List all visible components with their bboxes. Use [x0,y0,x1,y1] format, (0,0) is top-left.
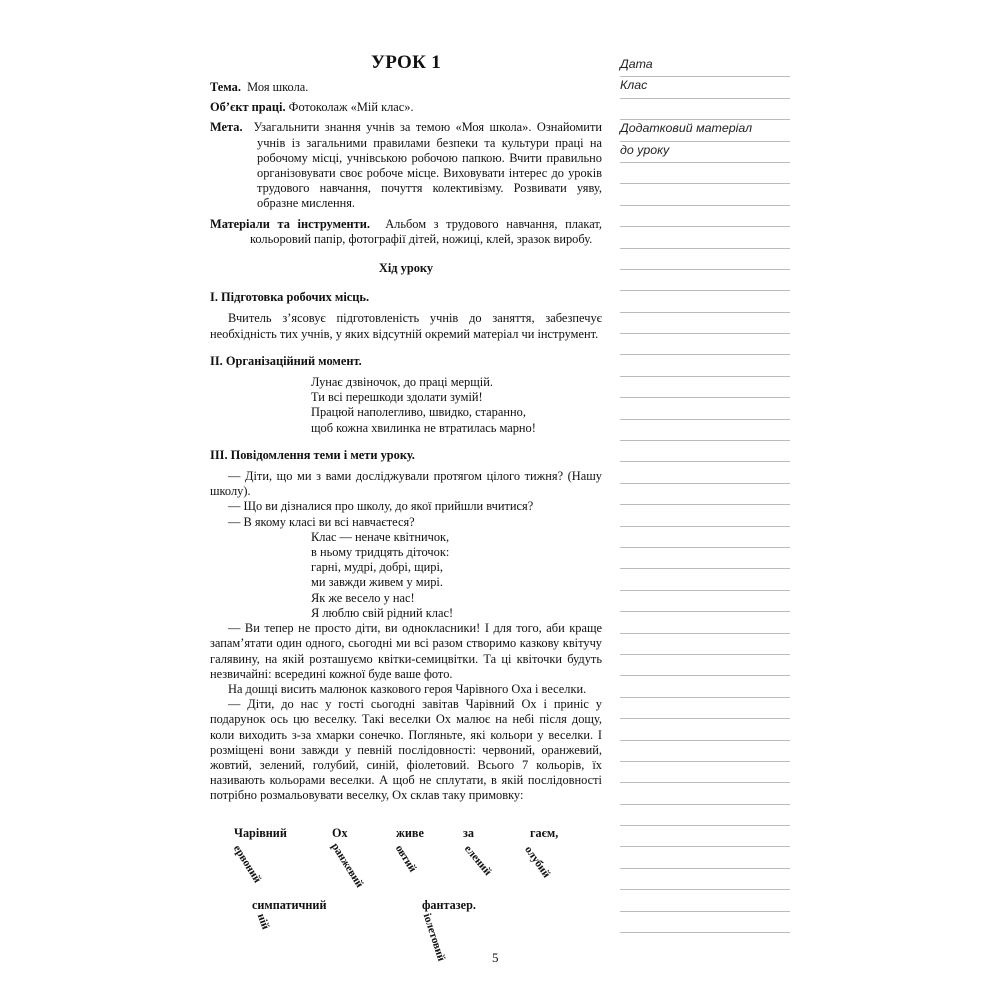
question-3: — В якому класі ви всі навчаєтеся? [228,514,415,529]
poem-line: щоб кожна хвилинка не втратилась марно! [311,420,536,435]
object-text: Фотоколаж «Мій клас». [288,100,414,115]
notes-line [620,527,790,548]
notes-line [620,462,790,483]
section1-text: Вчитель з’ясовує підготовленість учнів до заняття, забезпечує необхідність тих учнів, у яких відсутній окремий матеріал чи інструмент. [210,311,602,341]
object-label: Об’єкт праці. [210,100,286,115]
mnemonic-color: олубий [522,844,553,881]
sidebar-label: Дата [620,56,790,77]
notes-line [620,163,790,184]
notes-line [620,762,790,783]
paragraph-1: — Ви тепер не просто діти, ви однокласники! І для того, аби краще запам’ятати один одного, сьогодні ми всі разом створимо казкову квітучу галявину, на якій розташуємо квітки-семицвітки. Та ці квіточки будуть незвичайні: всередині кожної буде ваше фото. [210,621,602,681]
poem-line: ми завжди живем у мирі. [311,575,443,590]
notes-line [620,741,790,762]
notes-line [620,612,790,633]
notes-line [620,270,790,291]
object [210,100,602,115]
mnemonic-word: фантазер. [422,898,476,912]
mnemonic-word: живе [396,826,424,840]
paragraph-3: — Діти, до нас у гості сьогодні завітав Чарівний Ох і приніс у подарунок ось цю веселку. Такі веселки Ох малює на небі після дощу, коли виходить з-за хмарки сонечко. Погляньте, які кольори у веселки. І розміщені вони завжди у певній послідовності: червоний, оранжевий, жовтий, зелений, голубий, синій, фіолетовий. Всього 7 кольорів, їх називають кольорами веселки. А щоб не сплутати, в якій послідовності потрібно розмальовувати веселку, Ох склав таку примовку: [210,697,602,803]
mnemonic-color: ній [254,912,272,932]
notes-line [620,783,790,804]
notes-line [620,591,790,612]
mnemonic-color: ервоний [230,843,264,886]
poem-2 [210,530,602,621]
notes-line [620,826,790,847]
notes-line [620,227,790,248]
notes-line [620,698,790,719]
notes-line [620,869,790,890]
notes-line [620,334,790,355]
section2-heading: ІІ. Організаційний момент. [210,353,362,368]
paragraph-2: На дошці висить малюнок казкового героя Чарівного Оха і веселки. [228,681,587,696]
mnemonic-color: овтий [392,843,419,875]
notes-line [620,398,790,419]
poem-line: Як же весело у нас! [311,590,415,605]
poem-line: Працюй наполегливо, швидко, старанно, [311,405,526,420]
notes-line [620,847,790,868]
notes-line [620,912,790,933]
lesson-title: УРОК 1 [370,52,442,73]
mnemonic-word: симпатичний [252,898,327,912]
notes-line [620,548,790,569]
section1-heading: І. Підготовка робочих місць. [210,290,370,305]
lesson-content [210,52,602,804]
notes-line [620,206,790,227]
notes-line [620,355,790,376]
notes-line [620,291,790,312]
notes-line [620,484,790,505]
goal [210,120,602,211]
notes-line [620,184,790,205]
notes-line [620,420,790,441]
notes-sidebar [620,56,790,933]
goal-label: Мета. [210,120,243,135]
notes-line [620,441,790,462]
poem-line: гарні, мудрі, добрі, щирі, [311,560,443,575]
notes-line [620,569,790,590]
mnemonic-color: елений [461,843,494,878]
sidebar-label: Додатковий матеріал [620,120,790,141]
question-1: — Діти, що ми з вами досліджували протягом цілого тижня? (Нашу школу). [210,469,602,499]
poem-line: Лунає дзвіночок, до праці мерщій. [311,375,493,390]
sidebar-label: Клас [620,77,790,98]
poem-line: Я люблю свій рідний клас! [311,605,454,620]
topic-text: Моя школа. [247,80,309,94]
poem-line: в ньому тридцять діточок: [311,545,450,560]
rainbow-mnemonic [210,826,602,963]
notes-line [620,249,790,270]
notes-line [620,634,790,655]
mnemonic-word: Чарівний [234,826,287,840]
mnemonic-word: за [463,826,474,840]
page-number: 5 [492,950,499,965]
notes-line [620,805,790,826]
section3-heading: ІІІ. Повідомлення теми і мети уроку. [210,447,415,462]
notes-line [620,676,790,697]
poem-line: Клас — неначе квітничок, [311,529,450,544]
notes-line [620,655,790,676]
notes-line [620,313,790,334]
notes-line [620,505,790,526]
mnemonic-color: ранжевий [328,841,366,890]
materials [210,217,602,247]
mnemonic-word: гаєм, [530,826,559,840]
notes-line [620,890,790,911]
materials-label: Матеріали та інструменти. [210,216,370,231]
mnemonic-color: іолетовий [420,912,448,963]
topic-label: Тема. [210,80,241,94]
poem-1 [210,375,602,436]
sidebar-label: до уроку [620,142,790,163]
topic [210,80,602,95]
notes-line [620,377,790,398]
course-title: Хід уроку [378,261,434,276]
materials-text: Альбом з трудового навчання, плакат, кольоровий папір, фотографії дітей, ножиці, клей, зразок виробу. [250,216,602,246]
poem-line: Ти всі перешкоди здолати зумій! [311,390,483,405]
notes-line [620,719,790,740]
notes-line [620,99,790,120]
goal-text: Узагальнити знання учнів за темою «Моя школа». Ознайомити учнів із загальними правилами безпеки та культури праці на робочому місці, учнівською робочою папкою. Вчити правильно організовувати своє робоче місце. Виховувати інтерес до уроків трудового навчання, почуття колективізму. Розвивати уяву, образне мислення. [253,120,602,211]
question-2: — Що ви дізналися про школу, до якої прийшли вчитися? [228,499,534,514]
mnemonic-word: Ох [332,826,348,840]
